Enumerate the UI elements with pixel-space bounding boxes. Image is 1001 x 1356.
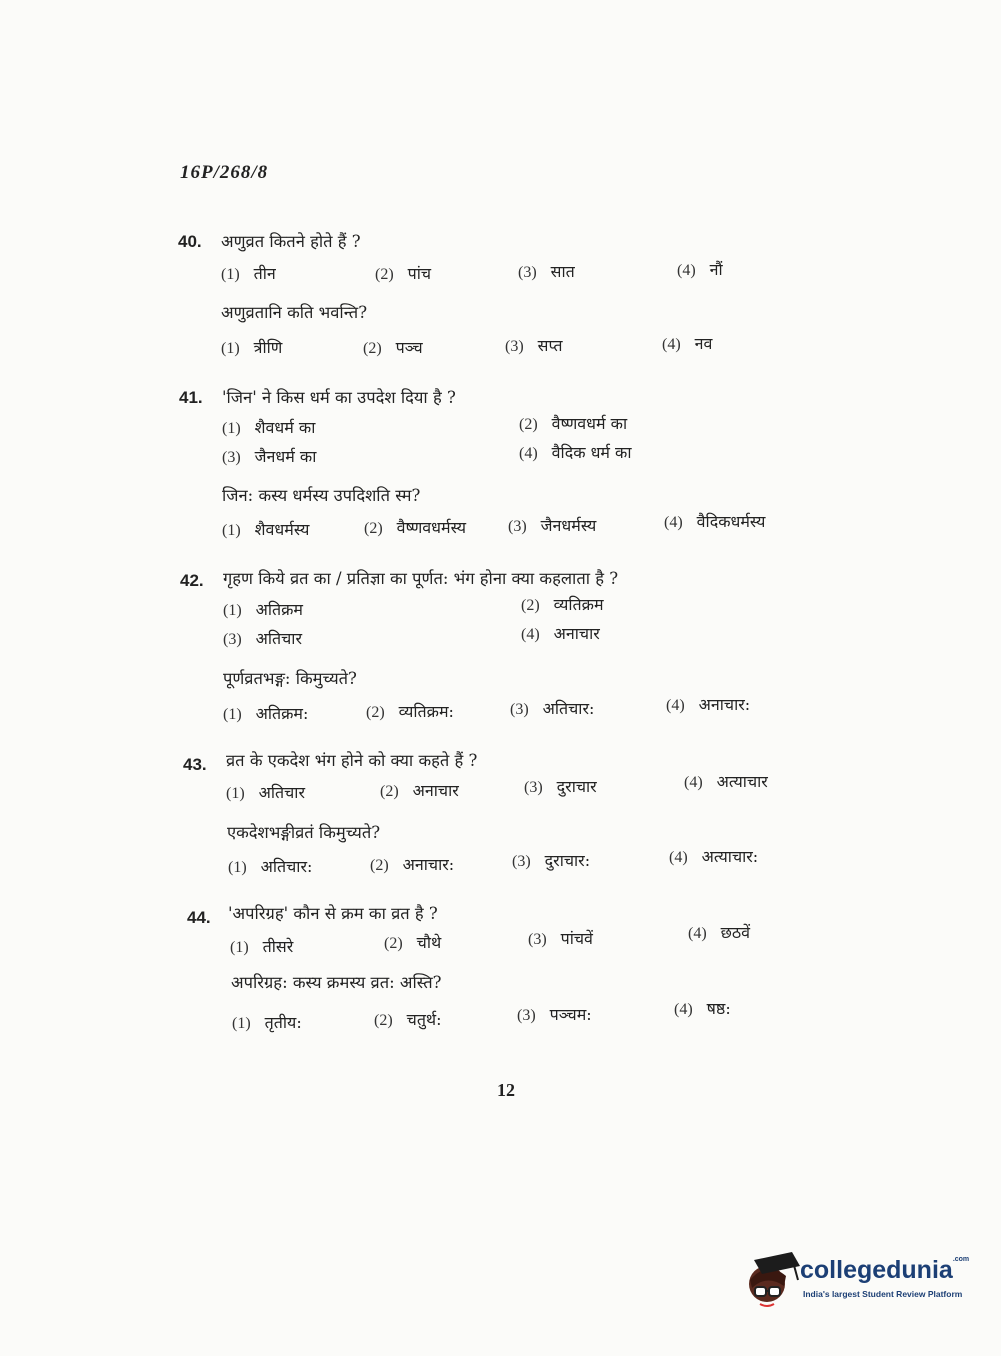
hindi-option-2: (2) अनाचार xyxy=(380,781,459,800)
question-sanskrit: एकदेशभङ्गीव्रतं किमुच्यते? xyxy=(227,823,381,842)
sanskrit-option-3: (3) सप्त xyxy=(505,336,563,355)
question-hindi: अणुव्रत कितने होते हैं ? xyxy=(221,232,361,251)
hindi-option-4: (4) अत्याचार xyxy=(684,772,768,791)
hindi-option-2: (2) वैष्णवधर्म का xyxy=(519,414,628,433)
hindi-option-3: (3) दुराचार xyxy=(524,777,597,796)
question-hindi: 'जिन' ने किस धर्म का उपदेश दिया है ? xyxy=(222,388,456,407)
hindi-option-3: (3) जैनधर्म का xyxy=(222,447,317,466)
hindi-option-2: (2) व्यतिक्रम xyxy=(521,595,604,614)
hindi-option-2: (2) पांच xyxy=(375,264,432,283)
sanskrit-option-3: (3) पञ्चम: xyxy=(517,1005,592,1024)
page-number: 12 xyxy=(497,1080,515,1100)
sanskrit-option-2: (2) व्यतिक्रम: xyxy=(366,702,454,721)
hindi-option-1: (1) तीसरे xyxy=(230,937,294,956)
question-sanskrit: अपरिग्रह: कस्य क्रमस्य व्रत: अस्ति? xyxy=(231,973,442,992)
question-number: 41. xyxy=(179,388,203,407)
hindi-option-3: (3) सात xyxy=(518,262,575,281)
sanskrit-option-1: (1) तृतीय: xyxy=(232,1013,302,1032)
hindi-option-4: (4) छठवें xyxy=(688,923,751,942)
hindi-option-1: (1) तीन xyxy=(221,264,276,283)
sanskrit-option-1: (1) अतिक्रम: xyxy=(223,704,309,723)
collegedunia-watermark xyxy=(742,1250,972,1312)
question-number: 40. xyxy=(178,232,202,251)
question-sanskrit: अणुव्रतानि कति भवन्ति? xyxy=(221,303,368,322)
sanskrit-option-4: (4) वैदिकधर्मस्य xyxy=(664,512,766,531)
sanskrit-option-4: (4) नव xyxy=(662,334,713,353)
sanskrit-option-1: (1) अतिचार: xyxy=(228,857,313,876)
paper-code: 16P/268/8 xyxy=(180,162,269,183)
question-number: 43. xyxy=(183,755,207,774)
hindi-option-4: (4) नौं xyxy=(677,260,723,279)
brand-name: collegedunia$^{.com}$ xyxy=(800,1256,970,1284)
question-hindi: व्रत के एकदेश भंग होने को क्या कहते हैं ? xyxy=(226,751,478,770)
hindi-option-1: (1) अतिक्रम xyxy=(223,600,304,619)
sanskrit-option-3: (3) जैनधर्मस्य xyxy=(508,516,597,535)
student-mascot-icon xyxy=(742,1250,802,1312)
hindi-option-3: (3) पांचवें xyxy=(528,929,593,948)
sanskrit-option-2: (2) पञ्च xyxy=(363,338,423,357)
sanskrit-option-3: (3) दुराचार: xyxy=(512,851,591,870)
question-sanskrit: जिन: कस्य धर्मस्य उपदिशति स्म? xyxy=(222,486,421,505)
sanskrit-option-4: (4) अत्याचार: xyxy=(669,847,759,866)
hindi-option-3: (3) अतिचार xyxy=(223,629,302,648)
hindi-option-2: (2) चौथे xyxy=(384,933,442,952)
sanskrit-option-2: (2) चतुर्थ: xyxy=(374,1010,442,1029)
sanskrit-option-4: (4) षष्ठ: xyxy=(674,999,731,1018)
question-number: 42. xyxy=(180,571,204,590)
sanskrit-option-2: (2) अनाचार: xyxy=(370,855,455,874)
hindi-option-4: (4) वैदिक धर्म का xyxy=(519,443,632,462)
hindi-option-1: (1) शैवधर्म का xyxy=(222,418,316,437)
sanskrit-option-2: (2) वैष्णवधर्मस्य xyxy=(364,518,467,537)
question-hindi: 'अपरिग्रह' कौन से क्रम का व्रत है ? xyxy=(228,904,438,923)
sanskrit-option-4: (4) अनाचार: xyxy=(666,695,751,714)
question-sanskrit: पूर्णव्रतभङ्ग: किमुच्यते? xyxy=(223,669,357,688)
question-hindi: गृहण किये व्रत का / प्रतिज्ञा का पूर्णत: भंग होना क्या कहलाता है ? xyxy=(223,569,619,588)
sanskrit-option-1: (1) त्रीणि xyxy=(221,338,283,357)
hindi-option-4: (4) अनाचार xyxy=(521,624,600,643)
sanskrit-option-1: (1) शैवधर्मस्य xyxy=(222,520,310,539)
brand-tagline: India's largest Student Review Platform xyxy=(803,1289,963,1299)
question-number: 44. xyxy=(187,908,211,927)
hindi-option-1: (1) अतिचार xyxy=(226,783,305,802)
sanskrit-option-3: (3) अतिचार: xyxy=(510,699,595,718)
